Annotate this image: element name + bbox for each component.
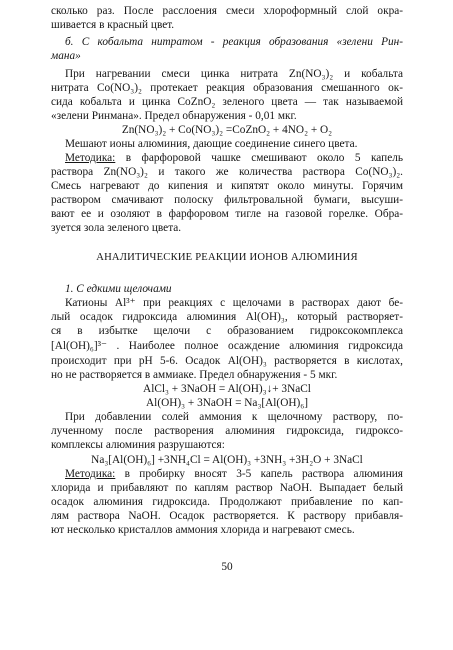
method-text: в фарфоровой чашке смешивают около 5 капель <box>115 152 403 164</box>
page-number: 50 <box>221 561 233 573</box>
method-line <box>65 151 403 165</box>
text-line: сколько раз. После расслоения смеси хлороформный слой окра- <box>51 5 403 17</box>
text-line: осадок алюминия гидроксида. Продолжают прибавление по кап- <box>51 496 403 508</box>
text-line: лям раствора NaOH. Осадок растворяется. К раствору прибавля- <box>51 510 403 522</box>
method-label: Методика: <box>65 468 116 480</box>
text-line: вают ее и озоляют в фарфоровом тигле на газовой горелке. Обра- <box>51 208 403 220</box>
equation: Na₃[Al(OH)₆] +3NH₄Cl = Al(OH)₃ +3NH₃ +3H₂O + 3NaCl <box>91 454 363 466</box>
text-line: Мешают ионы алюминия, дающие соединение синего цвета. <box>65 138 358 150</box>
text-line: раствором смачивают полоску фильтровальной бумаги, высуши- <box>51 194 403 206</box>
text-line: но не растворяется в аммиаке. Предел обнаружения - 5 мкг. <box>51 369 338 381</box>
text-line: комплексы алюминия разрушаются: <box>51 439 225 451</box>
text-line: зуется зола зеленого цвета. <box>51 222 182 234</box>
text-line: ют несколько кристаллов аммония хлорида и нагревают смесь. <box>51 524 355 536</box>
text-line: сида кобальта и цинка CoZnO₂ зеленого цвета — так называемой <box>51 96 403 108</box>
method-label: Методика: <box>65 152 116 164</box>
text-line: При добавлении солей аммония к щелочному раствору, по- <box>65 411 403 423</box>
method-text: в пробирку вносят 3-5 капель раствора алюминия <box>115 468 403 480</box>
text-line: шивается в красный цвет. <box>51 19 175 31</box>
text-line: [Al(OH)₆]³⁻ . Наиболее полное осаждение алюминия гидроксида <box>51 340 403 352</box>
chapter-title: АНАЛИТИЧЕСКИЕ РЕАКЦИИ ИОНОВ АЛЮМИНИЯ <box>96 252 358 263</box>
section-heading: мана» <box>51 50 81 62</box>
text-line: раствора Zn(NO₃)₂ и такого же количества раствора Co(NO₃)₂. <box>51 166 403 178</box>
equation: AlCl₃ + 3NaOH = Al(OH)₃↓+ 3NaCl <box>143 383 311 395</box>
text-line: лученному после растворения алюминия гидроксида, гидроксо- <box>51 425 403 437</box>
equation: Al(OH)₃ + 3NaOH = Na₃[Al(OH)₆] <box>146 397 308 409</box>
text-line: происходит при рН 5-6. Осадок Al(OH)₃ растворяется в кислотах, <box>51 355 403 367</box>
section-heading: 1. С едкими щелочами <box>65 283 172 295</box>
text-line: Катионы Al³⁺ при реакциях с щелочами в растворах дают бе- <box>65 297 403 309</box>
method-line <box>65 467 403 481</box>
text-line: нитрата Co(NO₃)₂ протекает реакция образования смешанного ок- <box>51 82 403 94</box>
text-line: хлорида и прибавляют по каплям раствор NaOH. Выпадает белый <box>51 482 403 494</box>
text-line: При нагревании смеси цинка нитрата Zn(NO₃)₂ и кобальта <box>65 68 403 80</box>
text-line: «зелени Ринмана». Предел обнаружения - 0,01 мкг. <box>51 110 297 122</box>
text-line: Смесь нагревают до кипения и кипятят около минуты. Горячим <box>51 180 403 192</box>
section-heading: б. С кобальта нитратом - реакция образования «зелени Рин- <box>65 36 403 48</box>
equation: Zn(NO₃)₂ + Co(NO₃)₂ =CoZnO₂ + 4NO₂ + O₂ <box>121 124 333 136</box>
text-line: лый осадок гидроксида алюминия Al(OH)₃, который растворяет- <box>51 311 403 323</box>
text-line: ся в избытке щелочи с образованием гидроксокомплекса <box>51 325 403 337</box>
